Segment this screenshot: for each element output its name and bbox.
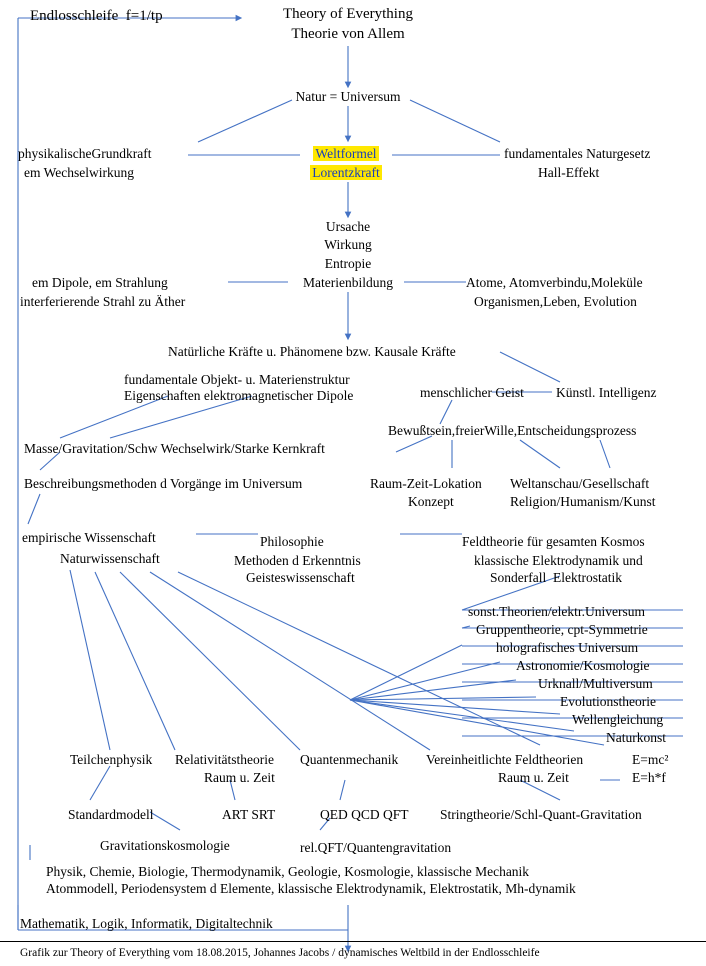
node-fundamentale-objektstruktur: fundamentale Objekt- u. Materienstruktur	[124, 372, 350, 387]
node-hall-effekt: Hall-Effekt	[538, 165, 600, 180]
node-interferierende-strahl: interferierende Strahl zu Äther	[20, 294, 186, 309]
node-em-dipole: em Dipole, em Strahlung	[32, 275, 168, 290]
node-bewusstsein: Bewußtsein,freierWille,Entscheidungsprozess	[388, 423, 637, 438]
node-masse-gravitation: Masse/Gravitation/Schw Wechselwirk/Starke Kernkraft	[24, 441, 325, 456]
node-weltformel	[300, 146, 392, 161]
node-standardmodell: Standardmodell	[68, 807, 154, 822]
right-list-item-6: Wellengleichung	[572, 712, 664, 727]
node-gravitationskosmologie: Gravitationskosmologie	[100, 838, 230, 853]
footer-caption: Grafik zur Theory of Everything vom 18.08.2015, Johannes Jacobs / dynamisches Weltbild in der Endlosschleife	[20, 947, 540, 959]
node-entropie: Entropie	[324, 256, 372, 271]
node-teilchenphysik: Teilchenphysik	[70, 752, 153, 767]
right-list-item-4: Urknall/Multiversum	[538, 676, 653, 691]
node-e-hf: E=h*f	[632, 770, 666, 785]
node-empirische-wissenschaft: empirische Wissenschaft	[22, 530, 156, 545]
node-atome-molekuele: Atome, Atomverbindu,Moleküle	[466, 275, 643, 290]
node-physikalische-grundkraft: physikalischeGrundkraft	[18, 146, 152, 161]
node-konzept: Konzept	[408, 494, 454, 509]
node-naturwissenschaft: Naturwissenschaft	[60, 551, 160, 566]
node-organismen-evolution: Organismen,Leben, Evolution	[474, 294, 637, 309]
footer-divider	[0, 941, 706, 942]
right-list-item-7: Naturkonst	[606, 730, 666, 745]
node-e-mc2: E=mc²	[632, 752, 669, 767]
node-eigenschaften-dipole: Eigenschaften elektromagnetischer Dipole	[124, 388, 354, 403]
node-em-wechselwirkung: em Wechselwirkung	[24, 165, 135, 180]
node-natuerliche-kraefte: Natürliche Kräfte u. Phänomene bzw. Kausale Kräfte	[168, 344, 456, 359]
node-feldtheorie-kosmos: Feldtheorie für gesamten Kosmos	[462, 534, 645, 549]
node-relativitaet-raum-zeit: Raum u. Zeit	[204, 770, 275, 785]
node-qed-qcd-qft: QED QCD QFT	[320, 807, 409, 822]
node-stringtheorie: Stringtheorie/Schl-Quant-Gravitation	[440, 807, 642, 822]
node-wirkung: Wirkung	[324, 237, 372, 252]
node-raum-zeit-lokation: Raum-Zeit-Lokation	[370, 476, 482, 491]
node-relativitaetstheorie: Relativitätstheorie	[175, 752, 274, 767]
node-beschreibungsmethoden: Beschreibungsmethoden d Vorgänge im Universum	[24, 476, 303, 491]
title-line-2: Theorie von Allem	[291, 26, 405, 42]
node-sonderfall-elektrostatik: Sonderfall Elektrostatik	[490, 570, 622, 585]
node-art-srt: ART SRT	[222, 807, 276, 822]
node-klassische-elektrodynamik: klassische Elektrodynamik und	[474, 553, 643, 568]
right-list-item-3: Astronomie/Kosmologie	[516, 658, 650, 673]
node-fundamentales-naturgesetz: fundamentales Naturgesetz	[504, 146, 651, 161]
node-disziplinen-zeile-2: Atommodell, Periodensystem d Elemente, klassische Elektrodynamik, Elektrostatik, Mh-dynamik	[46, 881, 576, 896]
node-kuenstliche-intelligenz: Künstl. Intelligenz	[556, 385, 657, 400]
node-lorentzkraft	[300, 165, 392, 180]
node-mathematik-logik: Mathematik, Logik, Informatik, Digitaltechnik	[20, 916, 273, 931]
node-unified-raum-zeit: Raum u. Zeit	[498, 770, 569, 785]
weltformel-highlight: Weltformel	[315, 146, 377, 161]
right-list-item-2: holografisches Universum	[496, 640, 639, 655]
node-natur-universum: Natur = Universum	[295, 89, 401, 104]
right-list-item-1: Gruppentheorie, cpt-Symmetrie	[476, 622, 648, 637]
title-line-1: Theory of Everything	[283, 6, 413, 22]
node-geisteswissenschaft: Geisteswissenschaft	[246, 570, 355, 585]
node-ursache: Ursache	[325, 219, 371, 234]
node-menschlicher-geist: menschlicher Geist	[420, 385, 524, 400]
node-rel-qft-quantengravitation: rel.QFT/Quantengravitation	[300, 840, 452, 855]
node-weltanschauung: Weltanschau/Gesellschaft	[510, 476, 650, 491]
node-materienbildung: Materienbildung	[303, 275, 393, 290]
node-disziplinen-zeile-1: Physik, Chemie, Biologie, Thermodynamik, Geologie, Kosmologie, klassische Mechanik	[46, 864, 530, 879]
node-philosophie: Philosophie	[260, 534, 324, 549]
node-quantenmechanik: Quantenmechanik	[300, 752, 399, 767]
node-religion-humanismus: Religion/Humanism/Kunst	[510, 494, 656, 509]
node-methoden-erkenntnis: Methoden d Erkenntnis	[234, 553, 361, 568]
right-list-item-0: sonst.Theorien/elektr.Universum	[468, 604, 645, 619]
loop-label: Endlosschleife f=1/tp	[30, 8, 163, 24]
lorentzkraft-highlight: Lorentzkraft	[312, 165, 380, 180]
node-vereinheitlichte-feldtheorien: Vereinheitlichte Feldtheorien	[426, 752, 584, 767]
right-list-item-5: Evolutionstheorie	[560, 694, 656, 709]
